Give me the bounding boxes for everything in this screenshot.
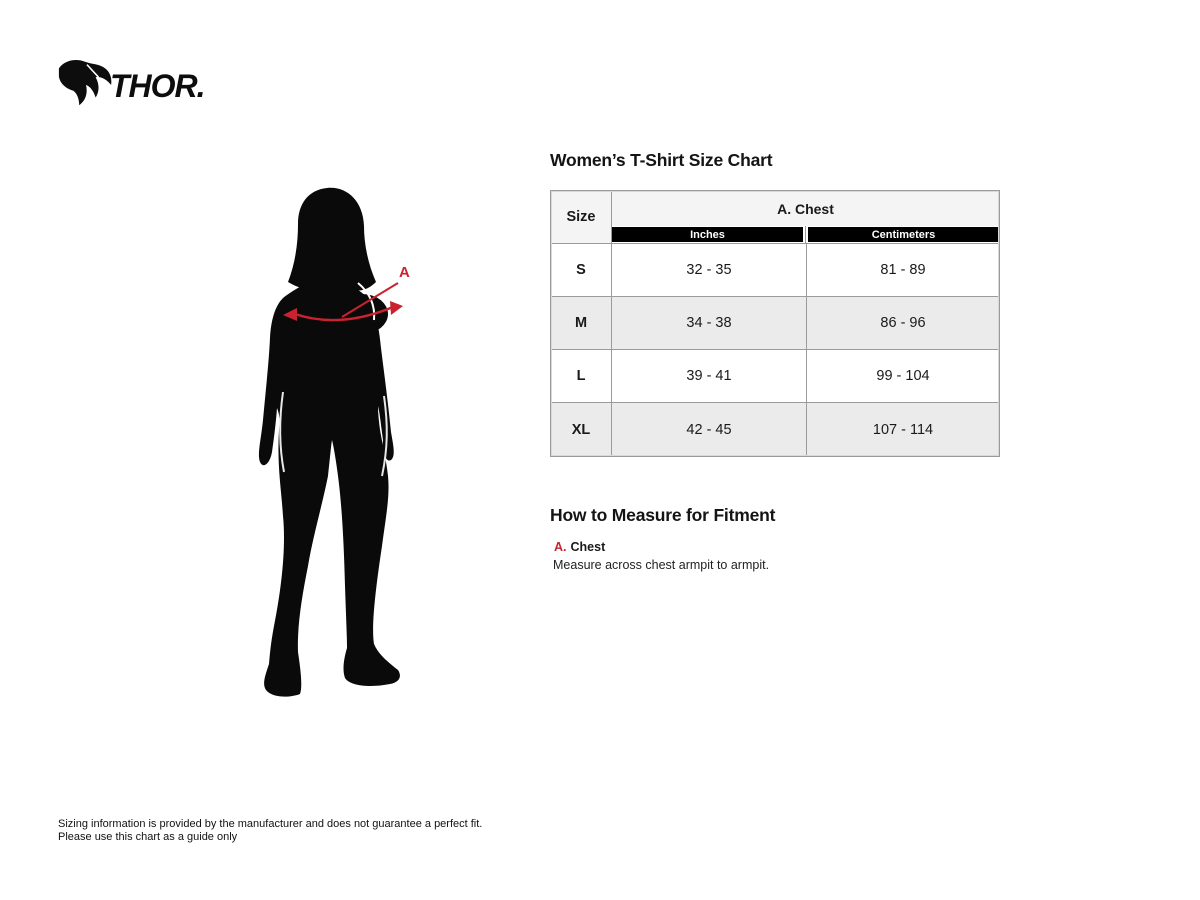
- disclaimer-line-1: Sizing information is provided by the manufacturer and does not guarantee a perfect fit.: [58, 818, 483, 830]
- measure-item-chest: [554, 540, 605, 554]
- table-row-m: [551, 297, 999, 350]
- size-chart-title: Women’s T-Shirt Size Chart: [550, 150, 773, 170]
- table-row-xl: [551, 403, 999, 456]
- column-header-size: Size: [551, 191, 612, 243]
- inches-cell: 32 - 35: [612, 244, 807, 296]
- thor-goat-icon: [56, 58, 114, 108]
- column-header-chest: A. Chest: [612, 191, 999, 226]
- column-header-centimeters: Centimeters: [808, 227, 999, 242]
- thor-logo-text: THOR.: [110, 67, 205, 104]
- measure-guide-title: How to Measure for Fitment: [550, 505, 776, 525]
- centimeters-cell: 81 - 89: [880, 262, 926, 278]
- centimeters-cell: 107 - 114: [872, 421, 934, 438]
- inches-cell: 34 - 38: [612, 297, 807, 349]
- disclaimer-text: [58, 818, 482, 843]
- measure-item-label: Chest: [570, 540, 606, 554]
- centimeters-cell: 99 - 104: [876, 368, 930, 384]
- centimeters-cell: 86 - 96: [880, 315, 926, 331]
- chest-column-group: [612, 191, 999, 243]
- measure-item-description: Measure across chest armpit to armpit.: [553, 558, 770, 572]
- table-row-s: [551, 244, 999, 297]
- chest-annotation-label: A: [399, 264, 410, 281]
- measure-item-key: A.: [554, 540, 567, 554]
- unit-cell-centimeters: [806, 226, 999, 243]
- table-header-row: [551, 191, 999, 244]
- size-cell: M: [551, 297, 612, 349]
- size-cell: XL: [551, 403, 612, 456]
- inches-cell: 39 - 41: [612, 350, 807, 402]
- size-chart-table: [550, 190, 1000, 457]
- inches-cell: 42 - 45: [612, 403, 807, 456]
- unit-cell-inches: [612, 226, 806, 243]
- disclaimer-line-2: Please use this chart as a guide only: [58, 830, 238, 843]
- column-header-inches: Inches: [612, 227, 803, 242]
- table-row-l: [551, 350, 999, 403]
- thor-logo: [56, 58, 205, 108]
- size-cell: S: [551, 244, 612, 296]
- unit-header-row: [612, 226, 999, 243]
- size-cell: L: [551, 350, 612, 402]
